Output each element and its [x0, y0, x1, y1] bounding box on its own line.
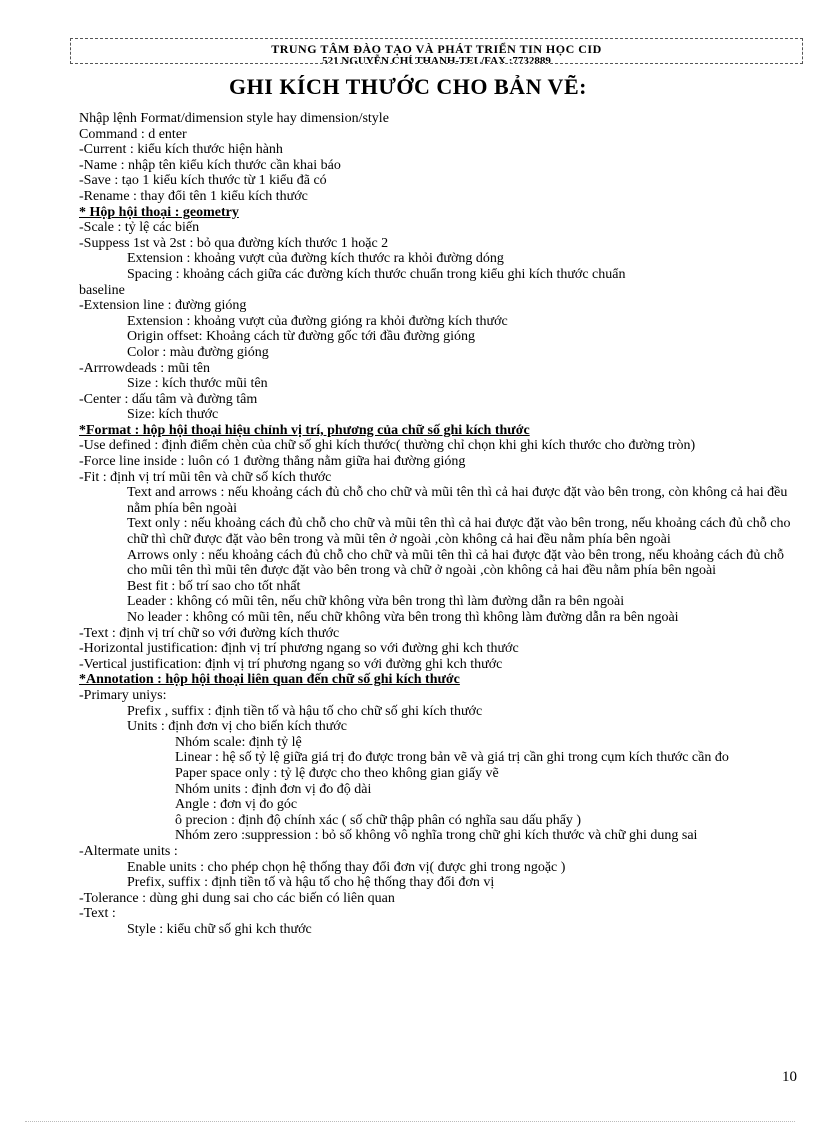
text-line: Size : kích thước mũi tên — [127, 376, 268, 392]
document-body — [79, 111, 794, 937]
text-line: ô precion : định độ chính xác ( số chữ thập phân có nghĩa sau dấu phẩy ) — [175, 812, 582, 828]
text-line: -Scale : tỷ lệ các biến — [79, 220, 200, 236]
text-line: Text only : nếu khoảng cách đủ chỗ cho chữ và mũi tên thì cả hai được đặt vào bên trong, nếu khoảng cách đủ chỗ cho chữ thì chữ được đặt vào bên trong và mũi tên ở ngoài ,còn không cả hai đều nằm phía bên ngoài — [127, 516, 791, 548]
bottom-divider — [25, 1121, 795, 1122]
text-line: Style : kiểu chữ số ghi kch thước — [127, 921, 312, 937]
text-line: -Tolerance : dùng ghi dung sai cho các biến có liên quan — [79, 890, 395, 906]
text-line: Command : d enter — [79, 126, 187, 142]
text-line: Arrows only : nếu khoảng cách đủ chỗ cho chữ và mũi tên thì cả hai được đặt vào bên trong, nếu khoảng cách đủ chỗ cho mũi tên thì mũi tên được đặt vào bên trong và chữ ở ngoài ,còn không cả hai đều nằm phía bên ngoài — [127, 547, 785, 579]
text-line: -Fit : định vị trí mũi tên và chữ số kích thước — [79, 469, 332, 485]
text-line: Linear : hệ số tỷ lệ giữa giá trị đo được trong bản vẽ và giá trị cần ghi trong cụm kích thước cần đo — [175, 750, 729, 766]
text-line: No leader : không có mũi tên, nếu chữ không vừa bên trong thì không làm đường dẫn ra bên ngoài — [127, 610, 679, 625]
page-title: GHI KÍCH THƯỚC CHO BẢN VẼ: — [229, 74, 587, 99]
header-address: 521 NGUYỄN CHÍ THANH-TEL/FAX :7732889 — [322, 55, 551, 64]
text-line: Size: kích thước — [127, 407, 219, 423]
page-number: 10 — [782, 1069, 797, 1085]
text-line: -Text : — [79, 906, 116, 922]
text-line: -Use defined : định điểm chèn của chữ số ghi kích thước( thường chỉ chọn khi ghi kích thước cho đường tròn) — [79, 438, 696, 454]
text-line: -Vertical justification: định vị trí phương ngang so với đường ghi kch thước — [79, 656, 503, 672]
section-heading — [79, 672, 794, 688]
text-line: -Text : định vị trí chữ so với đường kích thước — [79, 625, 340, 641]
text-line: Leader : không có mũi tên, nếu chữ không vừa bên trong thì làm đường dẫn ra bên ngoài — [127, 594, 625, 610]
text-line: -Altermate units : — [79, 843, 178, 859]
text-line: -Center : dấu tâm và đường tâm — [79, 391, 258, 407]
text-line: Paper space only : tỷ lệ được cho theo không gian giấy vẽ — [175, 765, 499, 781]
text-line: Nhập lệnh Format/dimension style hay dimension/style — [79, 111, 389, 126]
text-line: Spacing : khoảng cách giữa các đường kích thước chuẩn trong kiểu ghi kích thước chuẩn — [127, 266, 626, 282]
text-line: -Extension line : đường gióng — [79, 298, 247, 314]
section-heading-text: * Hộp hội thoại : geometry — [79, 204, 239, 220]
header-center-name: TRUNG TÂM ĐÀO TẠO VÀ PHÁT TRIỂN TIN HỌC CID — [271, 42, 602, 56]
text-line: -Horizontal justification: định vị trí phương ngang so với đường ghi kch thước — [79, 641, 519, 657]
text-line: -Primary uniys: — [79, 687, 167, 703]
section-heading — [79, 205, 794, 221]
text-line: Text and arrows : nếu khoảng cách đủ chỗ cho chữ và mũi tên thì cả hai được đặt vào bên trong, còn không cả hai đều nằm phía bên ngoài — [127, 485, 788, 516]
text-line: Prefix , suffix : định tiền tố và hậu tố cho chữ số ghi kích thước — [127, 703, 483, 719]
page-header — [70, 38, 803, 64]
text-line: Enable units : cho phép chọn hệ thống thay đổi đơn vị( được ghi trong ngoặc ) — [127, 859, 566, 875]
text-line: Nhóm units : định đơn vị đo độ dài — [175, 781, 372, 797]
section-heading-text: *Annotation : hộp hội thoại liên quan đến chữ số ghi kích thước — [79, 672, 460, 688]
text-line: -Save : tạo 1 kiểu kích thước từ 1 kiểu đã có — [79, 173, 327, 189]
text-line: -Current : kiểu kích thước hiện hành — [79, 142, 283, 158]
text-line: Best fit : bố trí sao cho tốt nhất — [127, 578, 301, 594]
text-line: Origin offset: Khoảng cách từ đường gốc tới đầu đường gióng — [127, 329, 475, 345]
text-line: -Arrrowdeads : mũi tên — [79, 360, 211, 376]
text-line: Color : màu đường gióng — [127, 344, 269, 360]
text-line: Units : định đơn vị cho biến kích thước — [127, 719, 347, 735]
text-line: -Name : nhập tên kiểu kích thước cần khai báo — [79, 157, 341, 173]
text-line: Angle : đơn vị đo góc — [175, 797, 298, 813]
section-heading-text: *Format : hộp hội thoại hiệu chỉnh vị trí, phương của chữ số ghi kích thước — [79, 422, 530, 438]
text-line: Nhóm zero :suppression : bỏ số không vô nghĩa trong chữ ghi kích thước và chữ ghi dung sai — [175, 828, 698, 844]
text-line: -Force line inside : luôn có 1 đường thẳng nằm giữa hai đường gióng — [79, 454, 466, 470]
text-line: Nhóm scale: định tỷ lệ — [175, 734, 302, 750]
text-line: Prefix, suffix : định tiền tố và hậu tố cho hệ thống thay đổi đơn vị — [127, 875, 495, 891]
text-line: baseline — [79, 282, 125, 298]
text-line: Extension : khoảng vượt của đường kích thước ra khỏi đường dóng — [127, 251, 504, 267]
section-heading — [79, 423, 794, 439]
text-line: -Rename : thay đổi tên 1 kiểu kích thước — [79, 188, 308, 204]
text-line: Extension : khoảng vượt của đường gióng ra khỏi đường kích thước — [127, 313, 508, 329]
text-line: -Suppess 1st và 2st : bỏ qua đường kích thước 1 hoặc 2 — [79, 235, 389, 251]
